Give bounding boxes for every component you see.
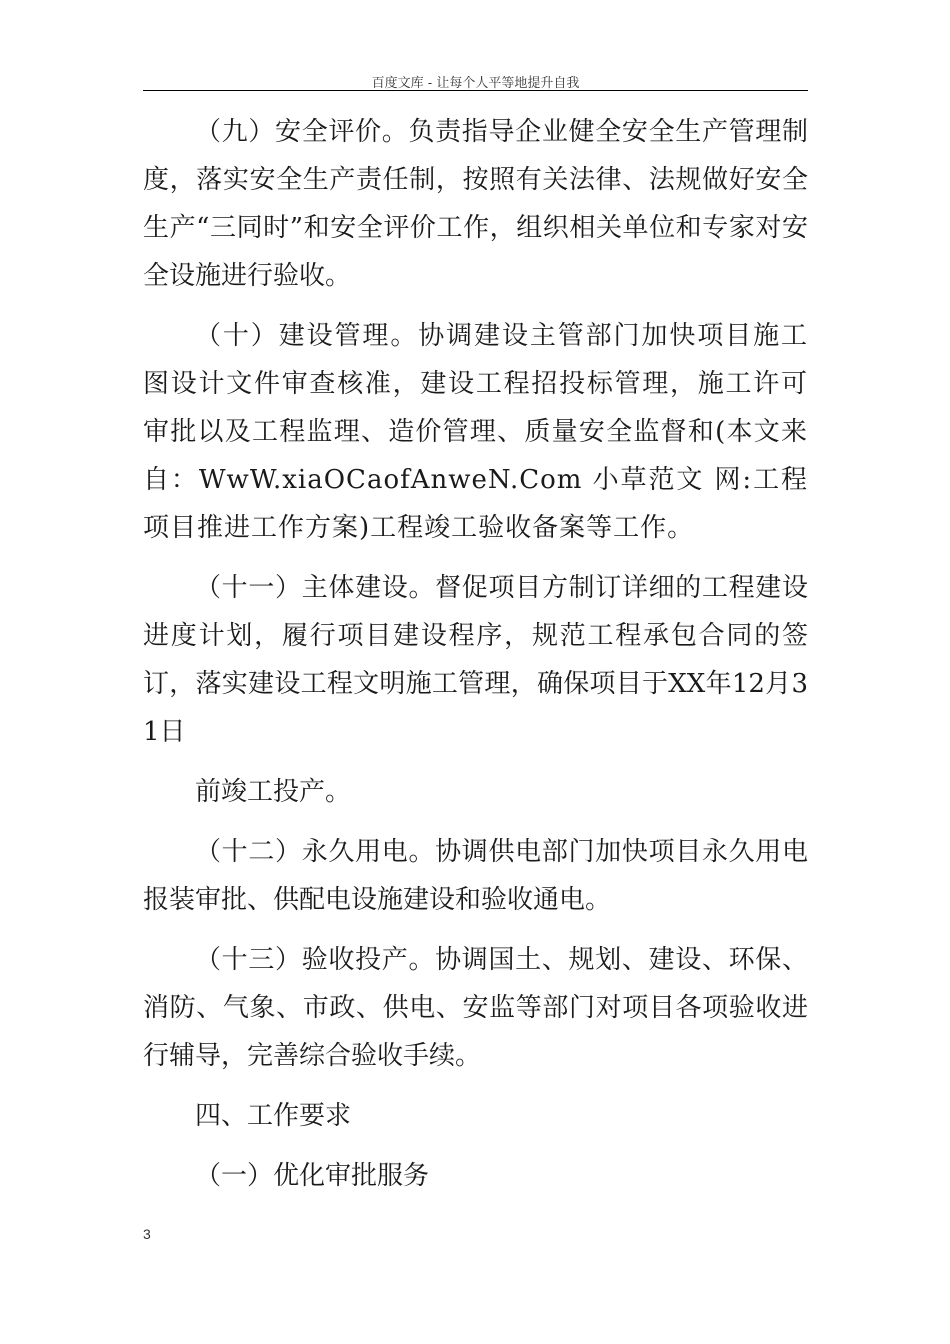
paragraph-safety-evaluation: （九）安全评价。负责指导企业健全安全生产管理制度，落实安全生产责任制，按照有关法律、法规做好安全生产“三同时”和安全评价工作，组织相关单位和专家对安全设施进行验收。 xyxy=(143,117,808,291)
document-body xyxy=(143,108,808,1212)
paragraph-acceptance: （十三）验收投产。协调国土、规划、建设、环保、消防、气象、市政、供电、安监等部门对项目各项验收进行辅导，完善综合验收手续。 xyxy=(143,945,808,1071)
paragraph-permanent-power: （十二）永久用电。协调供电部门加快项目永久用电报装审批、供配电设施建设和验收通电。 xyxy=(143,837,808,915)
header-rule xyxy=(143,90,808,91)
subsection-heading-optimize-approval: （一）优化审批服务 xyxy=(195,1161,430,1191)
paragraph-construction-management: （十）建设管理。协调建设主管部门加快项目施工图设计文件审查核准，建设工程招投标管理，施工许可审批以及工程监理、造价管理、质量安全监督和(本文来自：WwW.xiaOCaofAnweN.Com 小草范文 网:工程项目推进工作方案)工程竣工验收备案等工作。 xyxy=(143,321,808,543)
section-heading-work-requirements: 四、工作要求 xyxy=(195,1101,352,1131)
page-header: 百度文库 - 让每个人平等地提升自我 xyxy=(371,76,580,91)
paragraph-main-construction: （十一）主体建设。督促项目方制订详细的工程建设进度计划，履行项目建设程序，规范工程承包合同的签订，落实建设工程文明施工管理，确保项目于XX年12月31日 xyxy=(143,573,808,747)
paragraph-completion: 前竣工投产。 xyxy=(195,777,352,807)
page-number: 3 xyxy=(143,1226,151,1242)
